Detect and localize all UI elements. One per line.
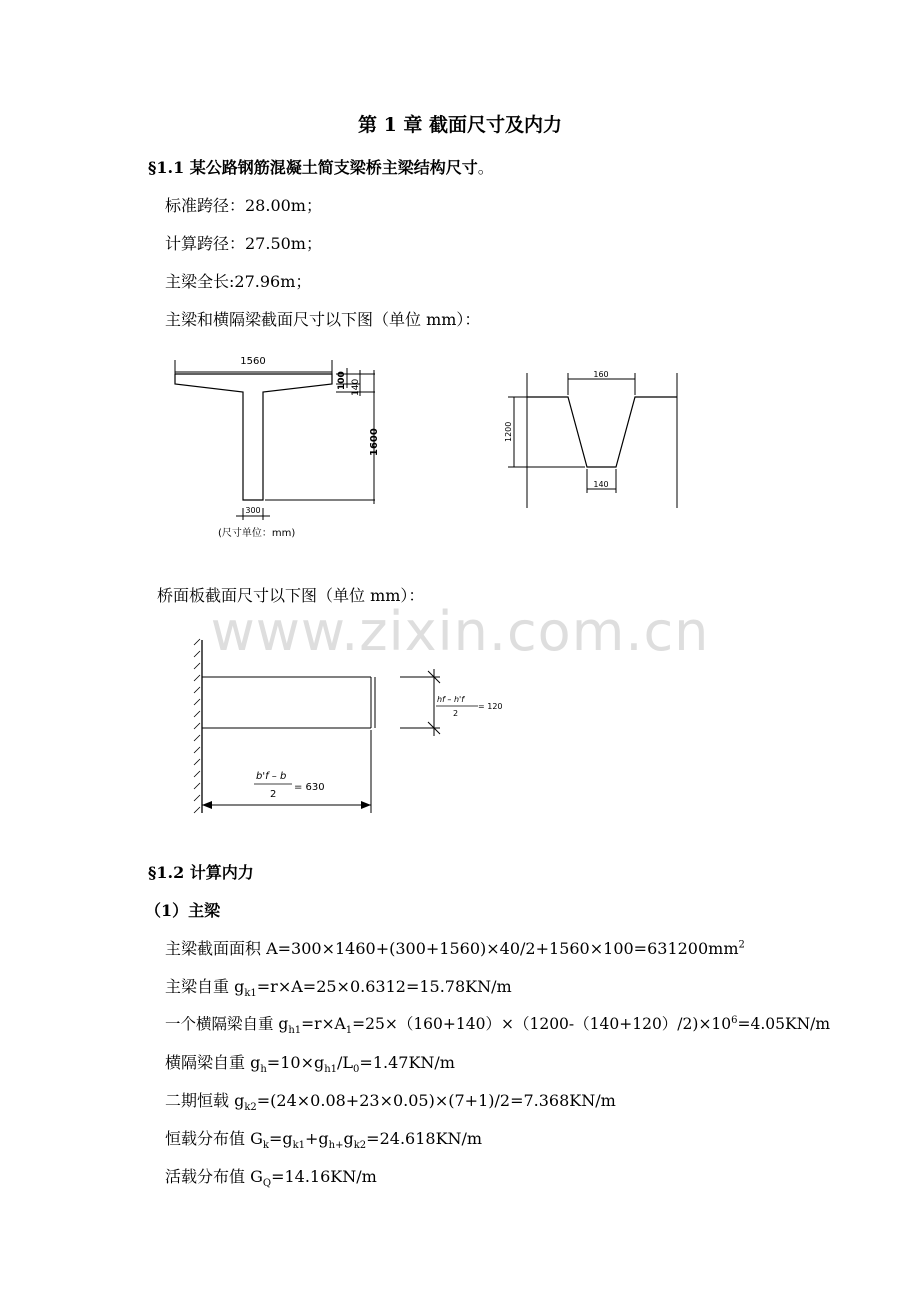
section-heading-end: 。 bbox=[477, 158, 494, 177]
beam-height-label: 1600 bbox=[369, 428, 380, 456]
spec-figure-caption: 主梁和横隔梁截面尺寸以下图（单位 mm）： bbox=[165, 310, 481, 329]
deck-caption: 桥面板截面尺寸以下图（单位 mm）： bbox=[157, 586, 425, 605]
calc-self-weight: 主梁自重 $g_{k1}=r\times A=25\times 0.6312=15.78KN/m$ bbox=[165, 977, 512, 1000]
flange-width-label: 1560 bbox=[240, 356, 266, 367]
spec-calc-span: 计算跨径：27.50m； bbox=[165, 234, 322, 253]
calc-diaphragm-total: 横隔梁自重 $g_h=10\times g_{h1}/L_0=1.47KN/m$ bbox=[165, 1053, 455, 1076]
section-heading-text: §1.1 某公路钢筋混凝土简支梁桥主梁结构尺寸 bbox=[148, 158, 478, 177]
thickness-numerator: hf – h'f bbox=[437, 695, 465, 704]
diaphragm-outline bbox=[527, 397, 677, 467]
calc-phase2-load: 二期恒载 $g_{k2}=(24\times 0.08+23\times 0.05)\times(7+1)/2=7.368KN/m$ bbox=[165, 1091, 616, 1114]
length-numerator: b'f – b bbox=[256, 771, 287, 782]
dim-100-label: 100 bbox=[337, 371, 347, 390]
watermark: www.zixin.com.cn bbox=[210, 600, 710, 663]
t-beam-outline bbox=[175, 374, 332, 500]
calc-dead-load: 恒载分布值 $G_k=g_{k1}+g_{h+}g_{k2}=24.618KN/m$ bbox=[165, 1129, 483, 1152]
diaphragm-height-label: 1200 bbox=[504, 421, 513, 442]
chapter-title: 第 1 章 截面尺寸及内力 bbox=[357, 114, 563, 136]
bottom-width-label: 140 bbox=[593, 480, 609, 489]
spec-beam-length: 主梁全长:27.96m； bbox=[165, 272, 312, 291]
spec-standard-span: 标准跨径：28.00m； bbox=[165, 196, 322, 215]
section-heading-1-1 bbox=[148, 155, 494, 178]
top-width-label: 160 bbox=[593, 370, 609, 379]
unit-note: (尺寸单位：mm) bbox=[218, 528, 296, 539]
dim-140-label: 140 bbox=[351, 378, 361, 396]
calc-area: 主梁截面面积 $A=300\times 1460+(300+1560)\times 40/2+1560\times 100=631200mm^2$ bbox=[165, 939, 745, 958]
length-value: = 630 bbox=[294, 782, 325, 793]
thickness-value: = 120 bbox=[478, 702, 503, 711]
length-denominator: 2 bbox=[270, 789, 277, 800]
thickness-denominator: 2 bbox=[453, 709, 459, 718]
t-beam-section-figure bbox=[160, 350, 400, 545]
calc-live-load: 活载分布值 $G_Q=14.16KN/m$ bbox=[165, 1167, 377, 1190]
web-width-label: 300 bbox=[245, 506, 261, 515]
subsection-main-beam: （1）主梁 bbox=[145, 901, 221, 920]
section-heading-1-2: §1.2 计算内力 bbox=[148, 863, 254, 882]
deck-slab-figure bbox=[190, 635, 510, 815]
calc-diaphragm-weight: 一个横隔梁自重 $g_{h1}=r\times A_1=25\times(160+140)\times(1200-(140+120)/2)\times 10^6=4.05KN/m$ bbox=[165, 1014, 831, 1037]
diaphragm-section-figure bbox=[490, 365, 690, 515]
